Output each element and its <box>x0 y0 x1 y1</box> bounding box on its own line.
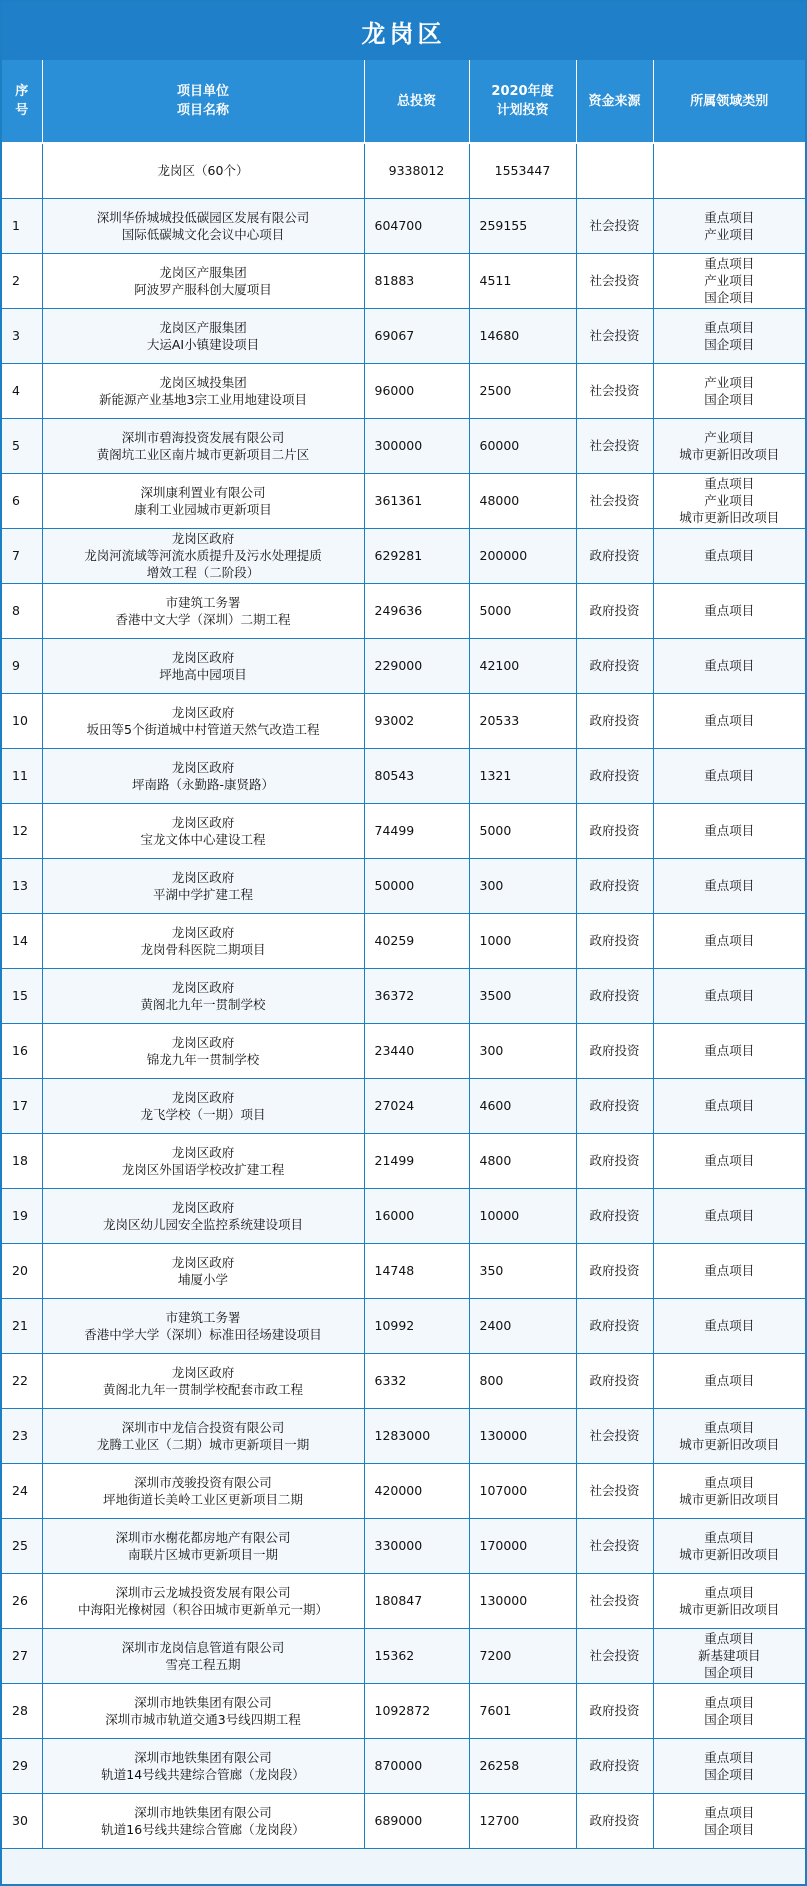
row-project: 深圳市茂骏投资有限公司 坪地街道长美岭工业区更新项目二期 <box>42 1463 364 1518</box>
row-category: 重点项目 产业项目 国企项目 <box>653 253 805 308</box>
row-project: 深圳市碧海投资发展有限公司 黄阁坑工业区南片城市更新项目二片区 <box>42 418 364 473</box>
row-total: 81883 <box>364 253 469 308</box>
row-total: 629281 <box>364 528 469 583</box>
table-row <box>2 418 805 473</box>
table-row <box>2 1518 805 1573</box>
row-source: 政府投资 <box>576 1738 653 1793</box>
row-source: 政府投资 <box>576 1793 653 1848</box>
row-project: 龙岗区政府 黄阁北九年一贯制学校配套市政工程 <box>42 1353 364 1408</box>
table-row <box>2 198 805 253</box>
row-category: 重点项目 城市更新旧改项目 <box>653 1408 805 1463</box>
row-project: 龙岗区政府 锦龙九年一贯制学校 <box>42 1023 364 1078</box>
table-row <box>2 1408 805 1463</box>
row-plan: 130000 <box>469 1408 576 1463</box>
row-total: 330000 <box>364 1518 469 1573</box>
row-total: 27024 <box>364 1078 469 1133</box>
row-plan: 3500 <box>469 968 576 1023</box>
summary-row <box>2 143 805 198</box>
row-seq: 2 <box>2 253 42 308</box>
row-source: 政府投资 <box>576 1023 653 1078</box>
table-row <box>2 583 805 638</box>
row-seq: 24 <box>2 1463 42 1518</box>
row-project: 深圳市地铁集团有限公司 轨道14号线共建综合管廊（龙岗段） <box>42 1738 364 1793</box>
row-total: 1283000 <box>364 1408 469 1463</box>
row-seq: 1 <box>2 198 42 253</box>
row-seq: 17 <box>2 1078 42 1133</box>
row-source: 政府投资 <box>576 858 653 913</box>
row-plan: 107000 <box>469 1463 576 1518</box>
row-seq: 30 <box>2 1793 42 1848</box>
table-row <box>2 858 805 913</box>
row-category: 重点项目 <box>653 583 805 638</box>
table-row <box>2 913 805 968</box>
row-source: 政府投资 <box>576 1188 653 1243</box>
row-category: 重点项目 <box>653 638 805 693</box>
table-row <box>2 748 805 803</box>
row-seq: 16 <box>2 1023 42 1078</box>
row-total: 229000 <box>364 638 469 693</box>
row-plan: 4511 <box>469 253 576 308</box>
row-category: 重点项目 <box>653 1243 805 1298</box>
row-plan: 5000 <box>469 803 576 858</box>
row-total: 420000 <box>364 1463 469 1518</box>
row-source: 社会投资 <box>576 418 653 473</box>
row-project: 市建筑工务署 香港中文大学（深圳）二期工程 <box>42 583 364 638</box>
row-category: 重点项目 <box>653 803 805 858</box>
row-total: 10992 <box>364 1298 469 1353</box>
row-total: 93002 <box>364 693 469 748</box>
row-total: 361361 <box>364 473 469 528</box>
row-category: 重点项目 国企项目 <box>653 1683 805 1738</box>
row-total: 604700 <box>364 198 469 253</box>
row-seq: 4 <box>2 363 42 418</box>
row-seq: 6 <box>2 473 42 528</box>
row-category: 重点项目 <box>653 693 805 748</box>
row-project: 深圳市地铁集团有限公司 轨道16号线共建综合管廊（龙岗段） <box>42 1793 364 1848</box>
row-category: 重点项目 城市更新旧改项目 <box>653 1573 805 1628</box>
row-plan: 12700 <box>469 1793 576 1848</box>
row-seq: 8 <box>2 583 42 638</box>
table-row <box>2 1023 805 1078</box>
row-seq: 13 <box>2 858 42 913</box>
row-category: 产业项目 城市更新旧改项目 <box>653 418 805 473</box>
table-row <box>2 253 805 308</box>
row-project: 深圳康利置业有限公司 康利工业园城市更新项目 <box>42 473 364 528</box>
row-plan: 10000 <box>469 1188 576 1243</box>
row-plan: 4800 <box>469 1133 576 1188</box>
row-seq: 22 <box>2 1353 42 1408</box>
row-plan: 7601 <box>469 1683 576 1738</box>
row-category: 重点项目 国企项目 <box>653 1738 805 1793</box>
row-plan: 1321 <box>469 748 576 803</box>
table-row <box>2 638 805 693</box>
table-row <box>2 968 805 1023</box>
row-plan: 42100 <box>469 638 576 693</box>
row-project: 深圳市龙岗信息管道有限公司 雪亮工程五期 <box>42 1628 364 1683</box>
table-row <box>2 1793 805 1848</box>
row-plan: 20533 <box>469 693 576 748</box>
row-category: 重点项目 <box>653 1023 805 1078</box>
row-plan: 800 <box>469 1353 576 1408</box>
row-category: 重点项目 <box>653 858 805 913</box>
summary-plan: 1553447 <box>469 143 576 198</box>
row-seq: 27 <box>2 1628 42 1683</box>
row-source: 社会投资 <box>576 473 653 528</box>
row-project: 龙岗区政府 坂田等5个街道城中村管道天然气改造工程 <box>42 693 364 748</box>
row-seq: 7 <box>2 528 42 583</box>
row-source: 政府投资 <box>576 638 653 693</box>
row-category: 重点项目 <box>653 968 805 1023</box>
table-row <box>2 1133 805 1188</box>
table-row <box>2 1243 805 1298</box>
row-source: 政府投资 <box>576 583 653 638</box>
row-category: 重点项目 国企项目 <box>653 1793 805 1848</box>
row-seq: 20 <box>2 1243 42 1298</box>
row-project: 龙岗区政府 龙岗河流域等河流水质提升及污水处理提质 增效工程（二阶段） <box>42 528 364 583</box>
row-category: 重点项目 <box>653 1353 805 1408</box>
row-project: 龙岗区政府 宝龙文体中心建设工程 <box>42 803 364 858</box>
row-total: 6332 <box>364 1353 469 1408</box>
summary-total: 9338012 <box>364 143 469 198</box>
row-category: 重点项目 <box>653 1298 805 1353</box>
row-total: 14748 <box>364 1243 469 1298</box>
row-seq: 23 <box>2 1408 42 1463</box>
row-total: 96000 <box>364 363 469 418</box>
table-row <box>2 803 805 858</box>
table-row <box>2 1738 805 1793</box>
header-seq: 序 号 <box>2 60 42 143</box>
row-plan: 200000 <box>469 528 576 583</box>
row-source: 政府投资 <box>576 1353 653 1408</box>
table-row <box>2 1078 805 1133</box>
row-seq: 5 <box>2 418 42 473</box>
summary-name: 龙岗区（60个） <box>42 143 364 198</box>
table-row <box>2 693 805 748</box>
row-project: 龙岗区政府 龙岗区幼儿园安全监控系统建设项目 <box>42 1188 364 1243</box>
header-total: 总投资 <box>364 60 469 143</box>
row-plan: 130000 <box>469 1573 576 1628</box>
row-total: 1092872 <box>364 1683 469 1738</box>
row-source: 政府投资 <box>576 748 653 803</box>
row-source: 政府投资 <box>576 803 653 858</box>
row-project: 龙岗区产服集团 大运AI小镇建设项目 <box>42 308 364 363</box>
row-plan: 14680 <box>469 308 576 363</box>
row-category: 重点项目 <box>653 1078 805 1133</box>
row-seq: 3 <box>2 308 42 363</box>
row-plan: 1000 <box>469 913 576 968</box>
row-category: 重点项目 国企项目 <box>653 308 805 363</box>
row-category: 重点项目 城市更新旧改项目 <box>653 1463 805 1518</box>
table-row <box>2 1463 805 1518</box>
table-row <box>2 1188 805 1243</box>
row-category: 重点项目 产业项目 城市更新旧改项目 <box>653 473 805 528</box>
table-row <box>2 1683 805 1738</box>
row-source: 政府投资 <box>576 913 653 968</box>
header-project: 项目单位 项目名称 <box>42 60 364 143</box>
row-project: 深圳市地铁集团有限公司 深圳市城市轨道交通3号线四期工程 <box>42 1683 364 1738</box>
page-title: 龙岗区 <box>2 2 805 60</box>
row-plan: 26258 <box>469 1738 576 1793</box>
row-plan: 350 <box>469 1243 576 1298</box>
row-source: 政府投资 <box>576 1683 653 1738</box>
table-row <box>2 1298 805 1353</box>
row-project: 龙岗区政府 龙飞学校（一期）项目 <box>42 1078 364 1133</box>
row-plan: 300 <box>469 858 576 913</box>
row-project: 龙岗区政府 黄阁北九年一贯制学校 <box>42 968 364 1023</box>
row-project: 深圳华侨城城投低碳园区发展有限公司 国际低碳城文化会议中心项目 <box>42 198 364 253</box>
row-source: 社会投资 <box>576 1573 653 1628</box>
row-seq: 29 <box>2 1738 42 1793</box>
row-category: 重点项目 <box>653 913 805 968</box>
row-seq: 25 <box>2 1518 42 1573</box>
row-plan: 2500 <box>469 363 576 418</box>
row-source: 社会投资 <box>576 1408 653 1463</box>
row-seq: 14 <box>2 913 42 968</box>
row-plan: 4600 <box>469 1078 576 1133</box>
row-source: 政府投资 <box>576 1078 653 1133</box>
table-row <box>2 363 805 418</box>
row-seq: 12 <box>2 803 42 858</box>
row-source: 政府投资 <box>576 1243 653 1298</box>
row-category: 重点项目 <box>653 748 805 803</box>
row-seq: 10 <box>2 693 42 748</box>
row-category: 重点项目 <box>653 528 805 583</box>
row-source: 社会投资 <box>576 1518 653 1573</box>
row-seq: 28 <box>2 1683 42 1738</box>
row-total: 50000 <box>364 858 469 913</box>
row-source: 政府投资 <box>576 528 653 583</box>
header-category: 所属领域类别 <box>653 60 805 143</box>
row-total: 80543 <box>364 748 469 803</box>
row-plan: 2400 <box>469 1298 576 1353</box>
row-plan: 259155 <box>469 198 576 253</box>
row-category: 产业项目 国企项目 <box>653 363 805 418</box>
row-category: 重点项目 城市更新旧改项目 <box>653 1518 805 1573</box>
table-row <box>2 1573 805 1628</box>
row-total: 300000 <box>364 418 469 473</box>
row-source: 社会投资 <box>576 363 653 418</box>
row-total: 180847 <box>364 1573 469 1628</box>
row-total: 16000 <box>364 1188 469 1243</box>
header-plan: 2020年度 计划投资 <box>469 60 576 143</box>
row-source: 社会投资 <box>576 253 653 308</box>
row-seq: 21 <box>2 1298 42 1353</box>
row-seq: 9 <box>2 638 42 693</box>
row-plan: 170000 <box>469 1518 576 1573</box>
row-total: 15362 <box>364 1628 469 1683</box>
row-total: 74499 <box>364 803 469 858</box>
row-project: 龙岗区政府 平湖中学扩建工程 <box>42 858 364 913</box>
row-source: 政府投资 <box>576 693 653 748</box>
table-row <box>2 1628 805 1683</box>
row-source: 社会投资 <box>576 1628 653 1683</box>
row-project: 龙岗区政府 龙岗骨科医院二期项目 <box>42 913 364 968</box>
row-category: 重点项目 <box>653 1188 805 1243</box>
row-project: 龙岗区政府 坪地高中园项目 <box>42 638 364 693</box>
row-category: 重点项目 产业项目 <box>653 198 805 253</box>
row-source: 政府投资 <box>576 1133 653 1188</box>
table-row <box>2 528 805 583</box>
row-project: 龙岗区城投集团 新能源产业基地3宗工业用地建设项目 <box>42 363 364 418</box>
row-plan: 7200 <box>469 1628 576 1683</box>
row-project: 龙岗区政府 龙岗区外国语学校改扩建工程 <box>42 1133 364 1188</box>
row-total: 23440 <box>364 1023 469 1078</box>
row-category: 重点项目 <box>653 1133 805 1188</box>
row-plan: 5000 <box>469 583 576 638</box>
row-total: 870000 <box>364 1738 469 1793</box>
row-plan: 300 <box>469 1023 576 1078</box>
table-row <box>2 308 805 363</box>
row-seq: 19 <box>2 1188 42 1243</box>
row-total: 40259 <box>364 913 469 968</box>
row-total: 36372 <box>364 968 469 1023</box>
row-source: 社会投资 <box>576 198 653 253</box>
row-seq: 11 <box>2 748 42 803</box>
row-project: 深圳市中龙信合投资有限公司 龙腾工业区（二期）城市更新项目一期 <box>42 1408 364 1463</box>
row-seq: 26 <box>2 1573 42 1628</box>
header-source: 资金来源 <box>576 60 653 143</box>
header-row <box>2 60 805 143</box>
table-row <box>2 1353 805 1408</box>
table-row <box>2 473 805 528</box>
row-project: 深圳市水榭花都房地产有限公司 南联片区城市更新项目一期 <box>42 1518 364 1573</box>
row-source: 社会投资 <box>576 1463 653 1518</box>
row-total: 249636 <box>364 583 469 638</box>
row-source: 社会投资 <box>576 308 653 363</box>
project-table <box>2 60 805 1849</box>
row-total: 689000 <box>364 1793 469 1848</box>
row-project: 龙岗区政府 坪南路（永勤路-康贤路） <box>42 748 364 803</box>
row-project: 市建筑工务署 香港中学大学（深圳）标准田径场建设项目 <box>42 1298 364 1353</box>
row-total: 21499 <box>364 1133 469 1188</box>
row-total: 69067 <box>364 308 469 363</box>
row-project: 龙岗区政府 埔厦小学 <box>42 1243 364 1298</box>
row-project: 龙岗区产服集团 阿波罗产服科创大厦项目 <box>42 253 364 308</box>
row-seq: 15 <box>2 968 42 1023</box>
row-seq: 18 <box>2 1133 42 1188</box>
row-category: 重点项目 新基建项目 国企项目 <box>653 1628 805 1683</box>
row-source: 政府投资 <box>576 1298 653 1353</box>
row-source: 政府投资 <box>576 968 653 1023</box>
row-plan: 60000 <box>469 418 576 473</box>
row-project: 深圳市云龙城投资发展有限公司 中海阳光橡树园（积谷田城市更新单元一期） <box>42 1573 364 1628</box>
row-plan: 48000 <box>469 473 576 528</box>
